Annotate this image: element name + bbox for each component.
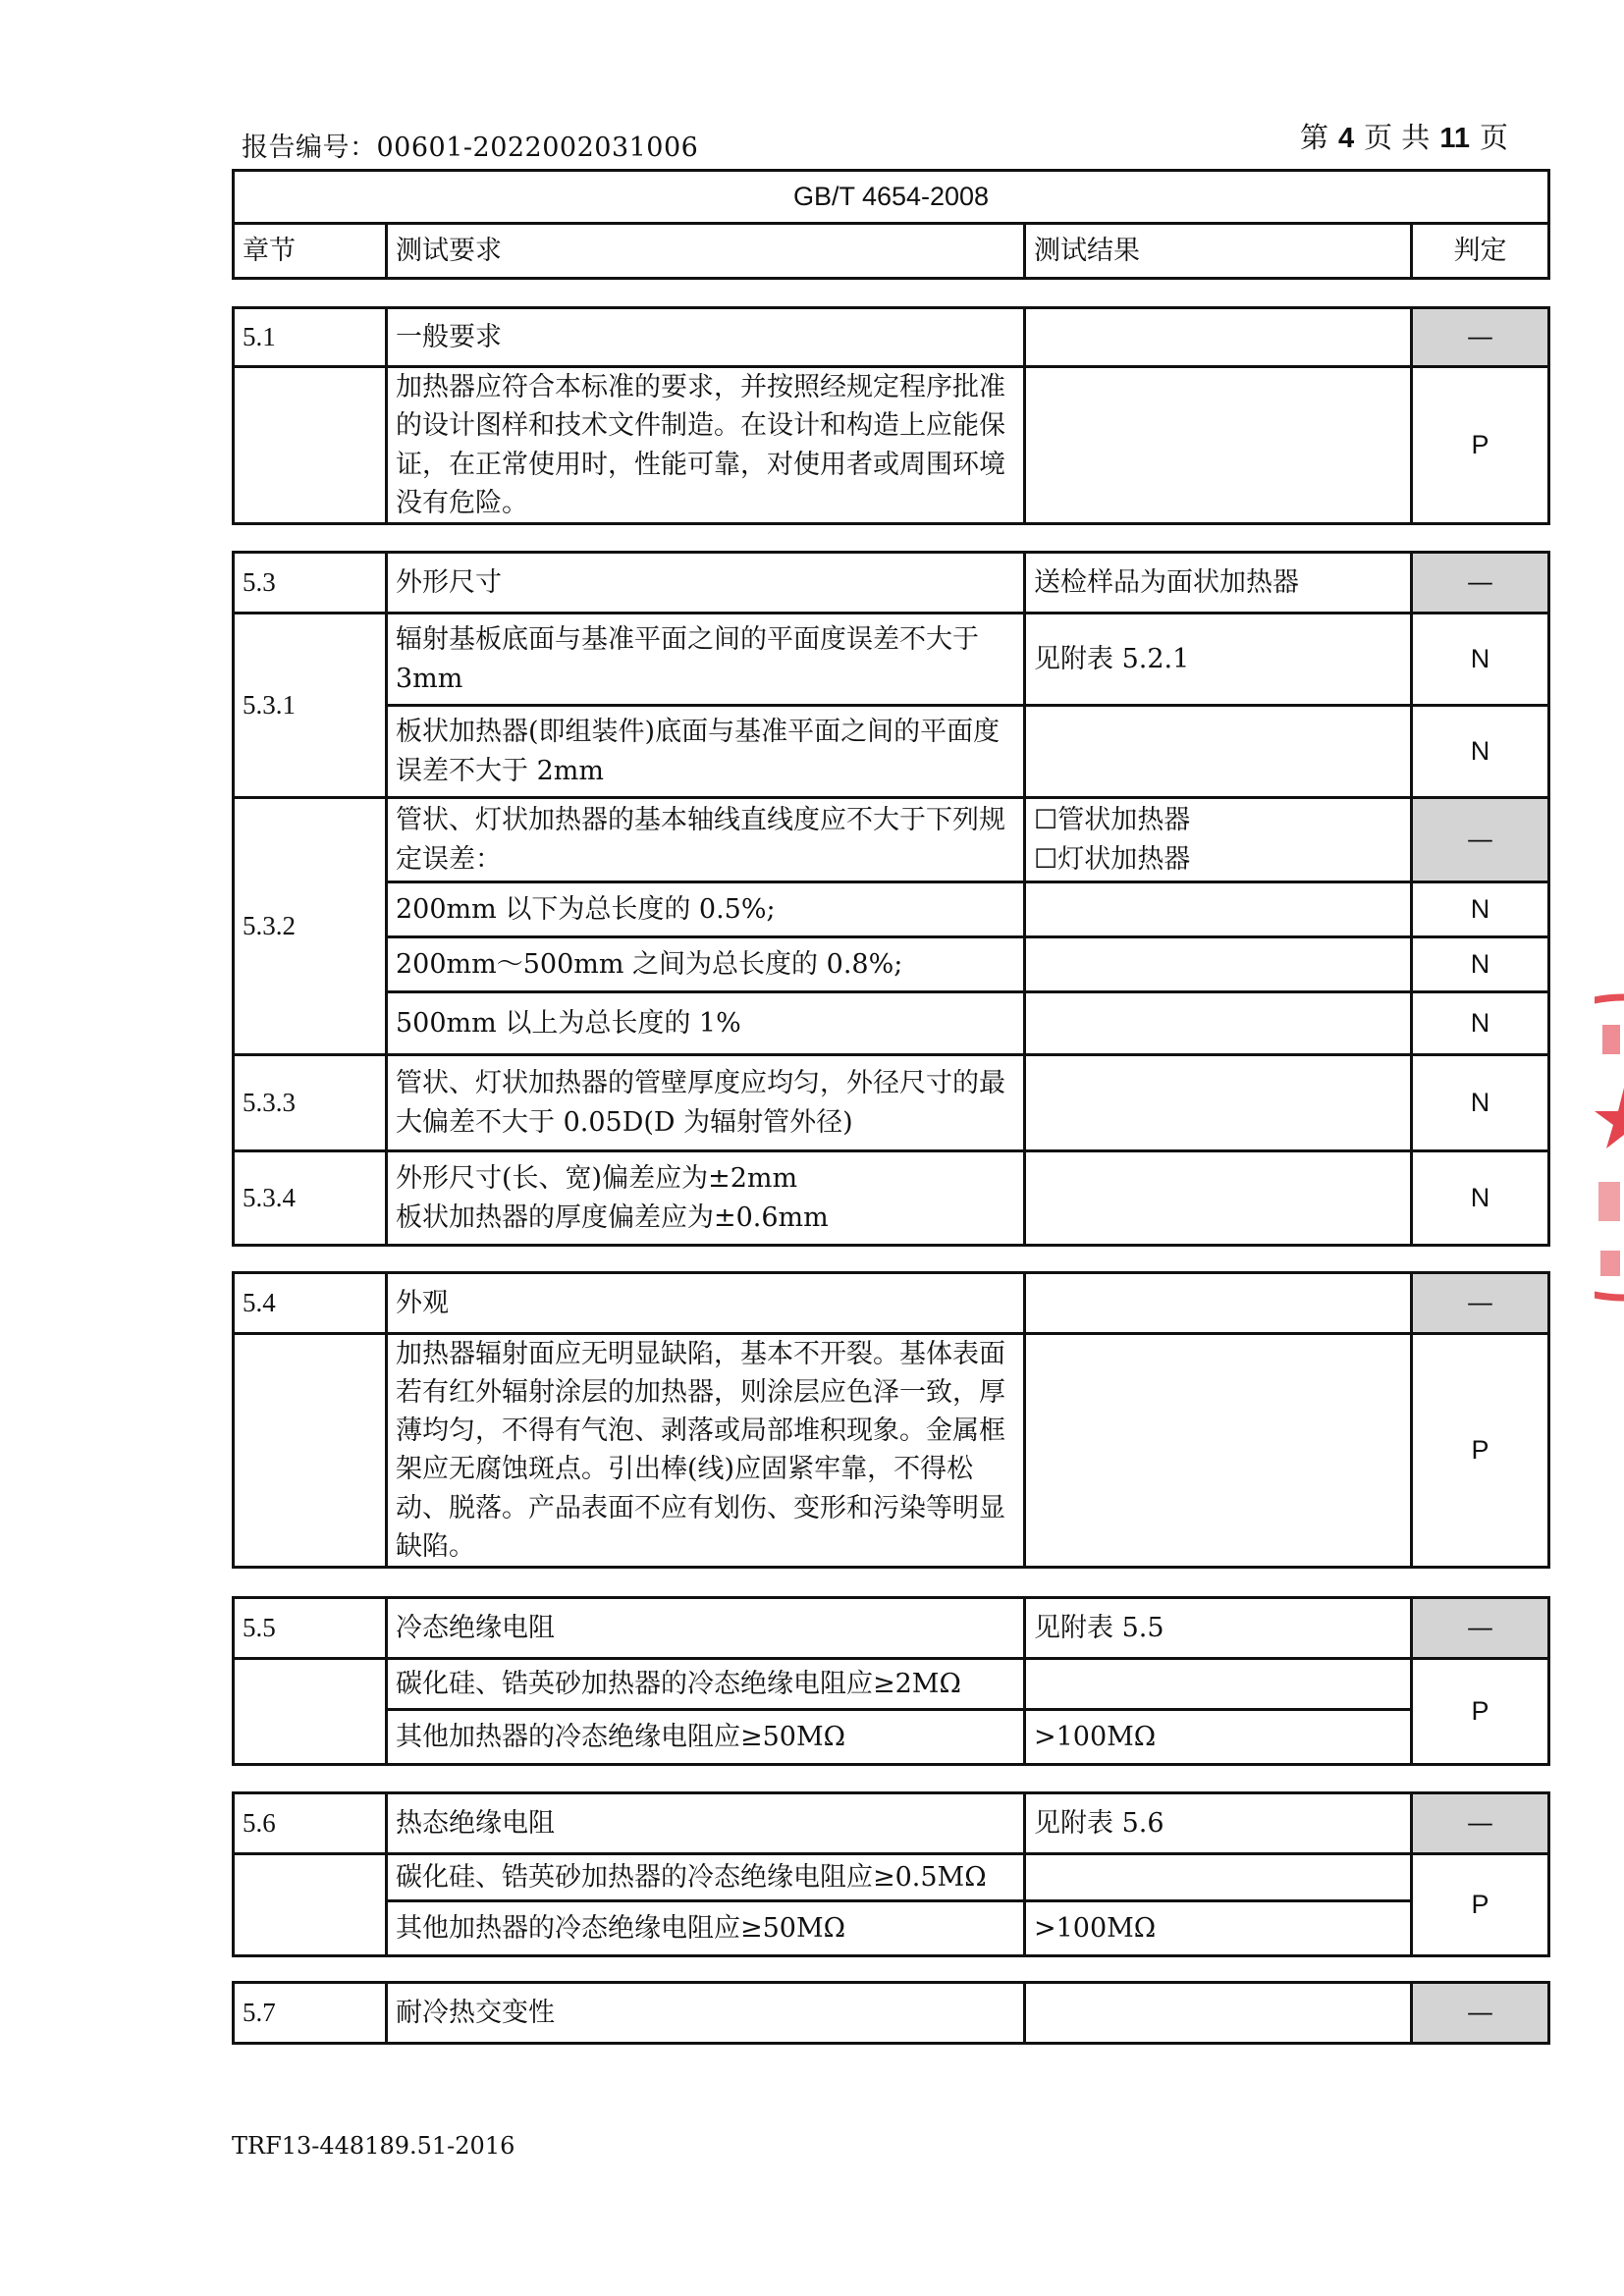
- page-total: 11: [1439, 123, 1470, 154]
- red-seal-stamp: [1595, 986, 1624, 1309]
- col-requirement-header: 测试要求: [387, 224, 1025, 279]
- requirement-text: 加热器应符合本标准的要求，并按照经规定程序批准的设计图样和技术文件制造。在设计和构造上应能保证，在正常使用时，性能可靠，对使用者或周围环境没有危险。: [387, 367, 1025, 524]
- section-5-5-table: [232, 1596, 1550, 1766]
- table-row: [234, 1793, 1549, 1854]
- page-mid: 页 共: [1364, 121, 1431, 154]
- table-row: [234, 937, 1549, 992]
- table-row: [234, 614, 1549, 706]
- table-row: [234, 1151, 1549, 1246]
- verdict-dash: —: [1412, 1598, 1549, 1659]
- requirement-text: 200mm～500mm 之间为总长度的 0.8%;: [387, 937, 1025, 992]
- result-cell: [1025, 367, 1412, 524]
- requirement-text: 碳化硅、锆英砂加热器的冷态绝缘电阻应≥2MΩ: [387, 1659, 1025, 1710]
- section-heading: 耐冷热交变性: [387, 1983, 1025, 2044]
- verdict: N: [1412, 1151, 1549, 1246]
- verdict: N: [1412, 937, 1549, 992]
- result-cell: 见附表 5.2.1: [1025, 614, 1412, 706]
- verdict: N: [1412, 706, 1549, 798]
- section-heading: 一般要求: [387, 308, 1025, 367]
- result-cell: [1025, 1055, 1412, 1151]
- result-cell: [1025, 798, 1412, 882]
- section-number: 5.3.4: [234, 1151, 387, 1246]
- verdict: P: [1412, 367, 1549, 524]
- section-heading: 冷态绝缘电阻: [387, 1598, 1025, 1659]
- section-heading: 热态绝缘电阻: [387, 1793, 1025, 1854]
- result-cell: [1025, 706, 1412, 798]
- table-row: [234, 992, 1549, 1055]
- table-row: [234, 1983, 1549, 2044]
- verdict: N: [1412, 1055, 1549, 1151]
- table-row: [234, 882, 1549, 937]
- requirement-text: 碳化硅、锆英砂加热器的冷态绝缘电阻应≥0.5MΩ: [387, 1854, 1025, 1901]
- requirement-text: 加热器辐射面应无明显缺陷，基本不开裂。基体表面若有红外辐射涂层的加热器，则涂层应色泽一致，厚薄均匀，不得有气泡、剥落或局部堆积现象。金属框架应无腐蚀斑点。引出棒(线)应固紧牢靠，不得松动、脱落。产品表面不应有划伤、变形和污染等明显缺陷。: [387, 1334, 1025, 1568]
- section-number: 5.1: [234, 308, 387, 367]
- section-number: 5.6: [234, 1793, 387, 1854]
- table-row: [234, 1901, 1549, 1956]
- option-lamp: ☐灯状加热器: [1034, 843, 1191, 875]
- section-number: 5.7: [234, 1983, 387, 2044]
- result-cell: [1025, 1273, 1412, 1334]
- section-number: [234, 1854, 387, 1956]
- standard-title: GB/T 4654-2008: [234, 171, 1549, 224]
- result-cell: [1025, 937, 1412, 992]
- section-5-7-table: [232, 1981, 1550, 2045]
- section-5-4-table: [232, 1271, 1550, 1569]
- section-5-3-table: [232, 551, 1550, 1247]
- section-number: 5.3.3: [234, 1055, 387, 1151]
- form-code: TRF13-448189.51-2016: [232, 2132, 515, 2160]
- verdict: N: [1412, 614, 1549, 706]
- result-cell: [1025, 1334, 1412, 1568]
- col-verdict-header: 判定: [1412, 224, 1549, 279]
- result-cell: [1025, 1854, 1412, 1901]
- verdict-dash: —: [1412, 1793, 1549, 1854]
- section-5-6-table: [232, 1791, 1550, 1957]
- page-suffix: 页: [1479, 121, 1508, 154]
- section-number: [234, 367, 387, 524]
- table-row: [234, 553, 1549, 614]
- result-cell: [1025, 1983, 1412, 2044]
- requirement-text: 500mm 以上为总长度的 1%: [387, 992, 1025, 1055]
- section-heading: 外形尺寸: [387, 553, 1025, 614]
- table-row: [234, 1854, 1549, 1901]
- requirement-text: 管状、灯状加热器的基本轴线直线度应不大于下列规定误差：: [387, 798, 1025, 882]
- table-row: [234, 1598, 1549, 1659]
- result-cell: [1025, 1151, 1412, 1246]
- result-cell: [1025, 992, 1412, 1055]
- requirement-line: 外形尺寸(长、宽)偏差应为±2mm: [396, 1163, 798, 1195]
- section-number: [234, 1659, 387, 1765]
- table-row: [234, 1334, 1549, 1568]
- requirement-line: 板状加热器的厚度偏差应为±0.6mm: [396, 1201, 829, 1233]
- table-row: [234, 798, 1549, 882]
- col-result-header: 测试结果: [1025, 224, 1412, 279]
- requirement-text: 200mm 以下为总长度的 0.5%;: [387, 882, 1025, 937]
- result-cell: >100MΩ: [1025, 1710, 1412, 1765]
- result-cell: >100MΩ: [1025, 1901, 1412, 1956]
- page-number: 4: [1337, 123, 1355, 154]
- requirement-text: [387, 1151, 1025, 1246]
- report-number: 报告编号：00601-2022002031006: [242, 133, 699, 163]
- section-5-1-table: [232, 306, 1550, 525]
- section-heading: 外观: [387, 1273, 1025, 1334]
- header-table: [232, 169, 1550, 280]
- table-row: [234, 1055, 1549, 1151]
- requirement-text: 其他加热器的冷态绝缘电阻应≥50MΩ: [387, 1710, 1025, 1765]
- section-number: 5.4: [234, 1273, 387, 1334]
- table-row: [234, 1710, 1549, 1765]
- verdict-dash: —: [1412, 798, 1549, 882]
- section-number: 5.5: [234, 1598, 387, 1659]
- verdict: P: [1412, 1854, 1549, 1956]
- table-row: [234, 1273, 1549, 1334]
- result-cell: 见附表 5.6: [1025, 1793, 1412, 1854]
- verdict: P: [1412, 1659, 1549, 1765]
- section-number: [234, 1334, 387, 1568]
- page-prefix: 第: [1299, 121, 1328, 154]
- section-number: 5.3.2: [234, 798, 387, 1055]
- table-row: [234, 308, 1549, 367]
- table-row: [234, 1659, 1549, 1710]
- result-cell: 见附表 5.5: [1025, 1598, 1412, 1659]
- page-indicator: [1300, 116, 1508, 156]
- result-cell: [1025, 308, 1412, 367]
- section-number: 5.3: [234, 553, 387, 614]
- requirement-text: 管状、灯状加热器的管壁厚度应均匀，外径尺寸的最大偏差不大于 0.05D(D 为辐射管外径): [387, 1055, 1025, 1151]
- verdict-dash: —: [1412, 308, 1549, 367]
- verdict-dash: —: [1412, 1983, 1549, 2044]
- verdict: N: [1412, 992, 1549, 1055]
- section-number: 5.3.1: [234, 614, 387, 798]
- result-cell: [1025, 1659, 1412, 1710]
- table-row: [234, 367, 1549, 524]
- result-cell: 送检样品为面状加热器: [1025, 553, 1412, 614]
- result-cell: [1025, 882, 1412, 937]
- col-section-header: 章节: [234, 224, 387, 279]
- verdict: P: [1412, 1334, 1549, 1568]
- requirement-text: 辐射基板底面与基准平面之间的平面度误差不大于 3mm: [387, 614, 1025, 706]
- verdict-dash: —: [1412, 1273, 1549, 1334]
- requirement-text: 其他加热器的冷态绝缘电阻应≥50MΩ: [387, 1901, 1025, 1956]
- option-tubular: ☐管状加热器: [1034, 805, 1191, 836]
- verdict-dash: —: [1412, 553, 1549, 614]
- table-row: [234, 706, 1549, 798]
- verdict: N: [1412, 882, 1549, 937]
- requirement-text: 板状加热器(即组装件)底面与基准平面之间的平面度误差不大于 2mm: [387, 706, 1025, 798]
